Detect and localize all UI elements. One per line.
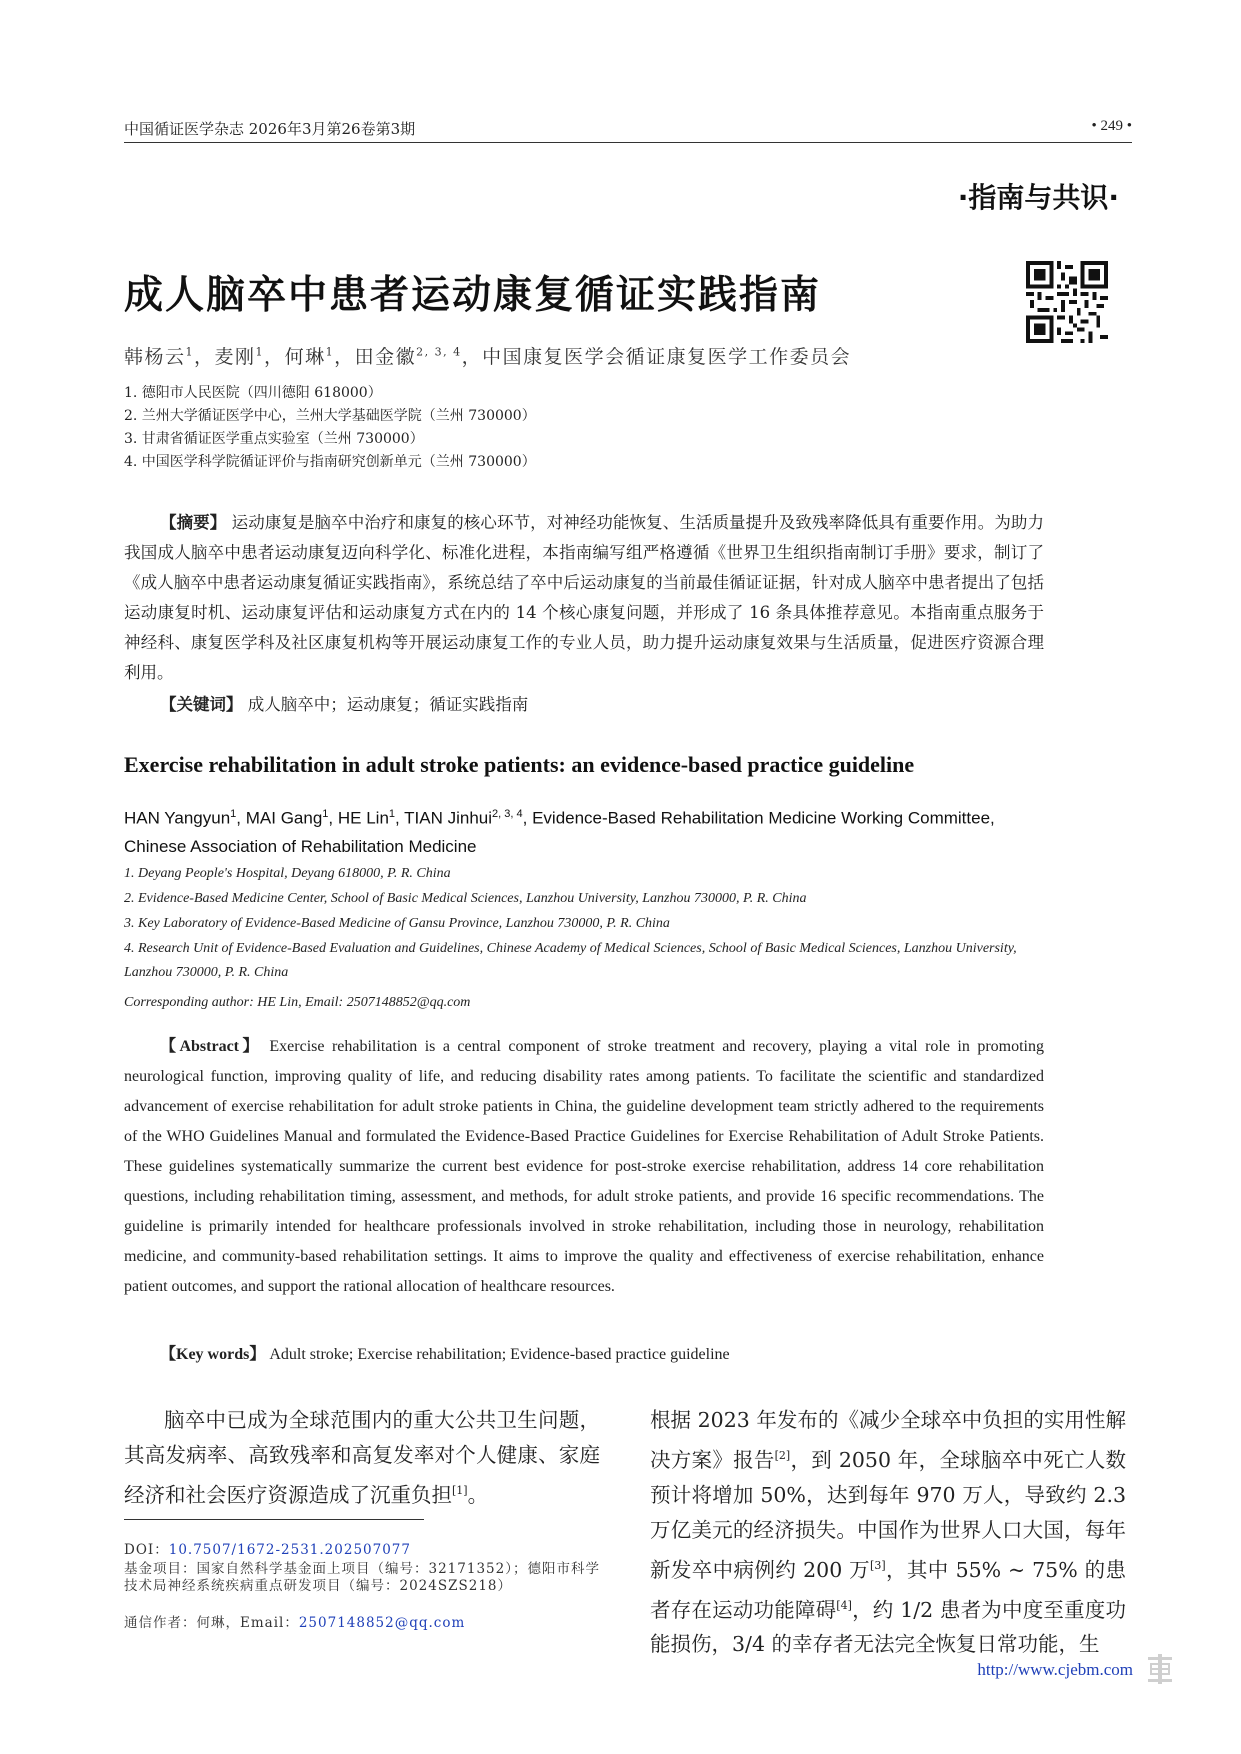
qr-code-icon (1026, 261, 1108, 343)
author-name: HE Lin (337, 808, 389, 828)
citation[interactable]: [1] (452, 1484, 468, 1497)
author-name: 韩杨云 (124, 346, 186, 368)
body-text: 根据 2023 年发布的《减少全球卒中负担的实用性解决方案》报告 (650, 1408, 1126, 1472)
section-tag: ·指南与共识· (957, 181, 1119, 214)
author-name: MAI Gang (245, 808, 323, 828)
abstract-en (124, 1032, 1044, 1302)
author-separator: ， (264, 346, 285, 368)
affiliation-cn: 2. 兰州大学循证医学中心，兰州大学基础医学院（兰州 730000） (124, 408, 536, 424)
affiliation-marker: 1 (325, 345, 335, 359)
affiliation-cn: 1. 德阳市人民医院（四川德阳 618000） (124, 385, 382, 401)
author-group: 中国康复医学会循证康复医学工作委员会 (482, 346, 852, 368)
citation[interactable]: [3] (870, 1558, 886, 1572)
page-number: • 249 • (1091, 118, 1132, 134)
funding-footnote: 基金项目：国家自然科学基金面上项目（编号：32171352）；德阳市科学技术局神经系统疾病重点研发项目（编号：2024SZS218） (124, 1561, 600, 1594)
author-name: 田金徽 (354, 346, 417, 368)
header-rule (124, 142, 1132, 143)
authors-en (124, 800, 1024, 861)
body-text: ，到 2050 年，全球脑卒中死亡人数预计将增加 50%，达到每年 970 万人，导致约 2.3 万亿美元的经济损失。中国作为世界人口大国，每年新发卒中病例约 200 万 (650, 1447, 1127, 1582)
doi-label: DOI： (124, 1542, 169, 1558)
affiliation-marker: 2, 3, 4 (492, 808, 523, 820)
author-name: HAN Yangyun (124, 808, 231, 828)
corresponding-author-en: Corresponding author: HE Lin, Email: 2507148852@qq.com (124, 995, 471, 1010)
abstract-text-en: Exercise rehabilitation is a central component of stroke treatment and recovery, playing a vital role in promoting neurological function, improving quality of life, and reducing disability rates among patients. To facilitate the scientific and standardized advancement of exercise rehabilitation for adult stroke patients in China, the guideline development team strictly adhered to the requirements of the WHO Guidelines Manual and formulated the Evidence-Based Practice Guidelines for Exercise Rehabilitation of Adult Stroke Patients. These guidelines systematically summarize the current best evidence for post-stroke exercise rehabilitation, address 14 core rehabilitation questions, including rehabilitation timing, assessment, and methods, for adult stroke patients, and provide 16 specific recommendations. The guideline is primarily intended for healthcare professionals involved in stroke rehabilitation, including those in neurology, rehabilitation medicine, and community-based rehabilitation settings. It aims to improve the quality and effectiveness of exercise rehabilitation, enhance patient outcomes, and support the rational allocation of healthcare resources. (124, 1038, 1044, 1295)
doi-link[interactable]: 10.7507/1672-2531.202507077 (168, 1542, 411, 1558)
citation[interactable]: [2] (774, 1449, 791, 1462)
article-title-cn: 成人脑卒中患者运动康复循证实践指南 (124, 273, 822, 318)
body-column-left (124, 1403, 600, 1513)
author-separator: , (522, 808, 533, 828)
abstract-cn (124, 508, 1044, 688)
body-text: ，约 1/2 患者为中度至重度功能损伤，3/4 的幸存者无法完全恢复日常功能，生 (650, 1597, 1127, 1657)
abstract-label-cn: 【摘要】 (160, 513, 227, 532)
journal-logo-icon (1145, 1654, 1175, 1684)
footnote-rule (124, 1519, 424, 1520)
body-text: 。 (467, 1482, 489, 1507)
keywords-text-en: Adult stroke; Exercise rehabilitation; Evidence-based practice guideline (269, 1346, 730, 1363)
affiliation-marker: 1 (388, 808, 396, 820)
keywords-label-cn: 【关键词】 (160, 695, 243, 714)
affiliation-cn: 4. 中国医学科学院循证评价与指南研究创新单元（兰州 730000） (124, 454, 536, 470)
affiliation-en: 1. Deyang People's Hospital, Deyang 618000, P. R. China (124, 866, 451, 881)
doi-footnote (124, 1542, 602, 1559)
affiliation-en: 4. Research Unit of Evidence-Based Evaluation and Guidelines, Chinese Academy of Medical Sciences, School of Basic Medical Sciences, Lanzhou University, Lanzhou 730000, P. R. China (124, 941, 1017, 980)
body-text: ，其中 55% ~ 75% 的患者存在运动功能障碍 (650, 1557, 1126, 1622)
keywords-label-en: 【Key words】 (160, 1346, 266, 1363)
author-separator: , (236, 808, 246, 828)
keywords-text-cn: 成人脑卒中；运动康复；循证实践指南 (247, 695, 529, 714)
abstract-label-en: 【Abstract】 (160, 1038, 262, 1055)
citation[interactable]: [4] (836, 1598, 852, 1612)
author-group: Evidence-Based Rehabilitation Medicine Working Committee, Chinese Association of Rehabilitation Medicine (124, 808, 995, 856)
corresponding-label: 通信作者：何琳，Email： (124, 1615, 299, 1631)
author-name: 何琳 (284, 346, 326, 368)
affiliation-marker: 1 (230, 808, 237, 820)
author-separator: , (328, 808, 338, 828)
affiliation-cn: 3. 甘肃省循证医学重点实验室（兰州 730000） (124, 431, 424, 447)
affiliation-marker: 1 (322, 808, 329, 820)
article-title-en: Exercise rehabilitation in adult stroke patients: an evidence-based practice guideline (124, 752, 915, 777)
author-separator: ， (334, 346, 355, 368)
author-separator: ， (194, 346, 215, 368)
corresponding-email-link[interactable]: 2507148852@qq.com (298, 1615, 466, 1631)
affiliation-en: 2. Evidence-Based Medicine Center, School of Basic Medical Sciences, Lanzhou University, Lanzhou 730000, P. R. China (124, 891, 807, 906)
keywords-cn (160, 691, 528, 715)
affiliation-en: 3. Key Laboratory of Evidence-Based Medicine of Gansu Province, Lanzhou 730000, P. R. China (124, 916, 670, 931)
author-separator: , (395, 808, 405, 828)
abstract-text-cn: 运动康复是脑卒中治疗和康复的核心环节，对神经功能恢复、生活质量提升及致残率降低具有重要作用。为助力我国成人脑卒中患者运动康复迈向科学化、标准化进程，本指南编写组严格遵循《世界卫生组织指南制订手册》要求，制订了《成人脑卒中患者运动康复循证实践指南》，系统总结了卒中后运动康复的当前最佳循证证据，针对成人脑卒中患者提出了包括运动康复时机、运动康复评估和运动康复方式在内的 14 个核心康复问题，并形成了 16 条具体推荐意见。本指南重点服务于神经科、康复医学科及社区康复机构等开展运动康复工作的专业人员，助力提升运动康复效果与生活质量，促进医疗资源合理利用。 (124, 513, 1045, 682)
keywords-en (160, 1341, 730, 1364)
running-header: 中国循证医学杂志 2026年3月第26卷第3期 (124, 120, 416, 138)
affiliation-marker: 1 (255, 345, 265, 359)
journal-url-link[interactable]: http://www.cjebm.com (977, 1660, 1133, 1679)
body-column-right (650, 1403, 1126, 1662)
authors-cn (124, 342, 851, 369)
affiliation-marker: 2, 3, 4 (416, 345, 462, 359)
author-name: TIAN Jinhui (404, 808, 493, 828)
affiliation-marker: 1 (185, 345, 195, 359)
author-separator: ， (461, 346, 483, 368)
author-name: 麦刚 (214, 346, 256, 368)
corresponding-footnote (124, 1615, 602, 1632)
body-text: 脑卒中已成为全球范围内的重大公共卫生问题，其高发病率、高致残率和高复发率对个人健康、家庭经济和社会医疗资源造成了沉重负担 (124, 1408, 600, 1507)
